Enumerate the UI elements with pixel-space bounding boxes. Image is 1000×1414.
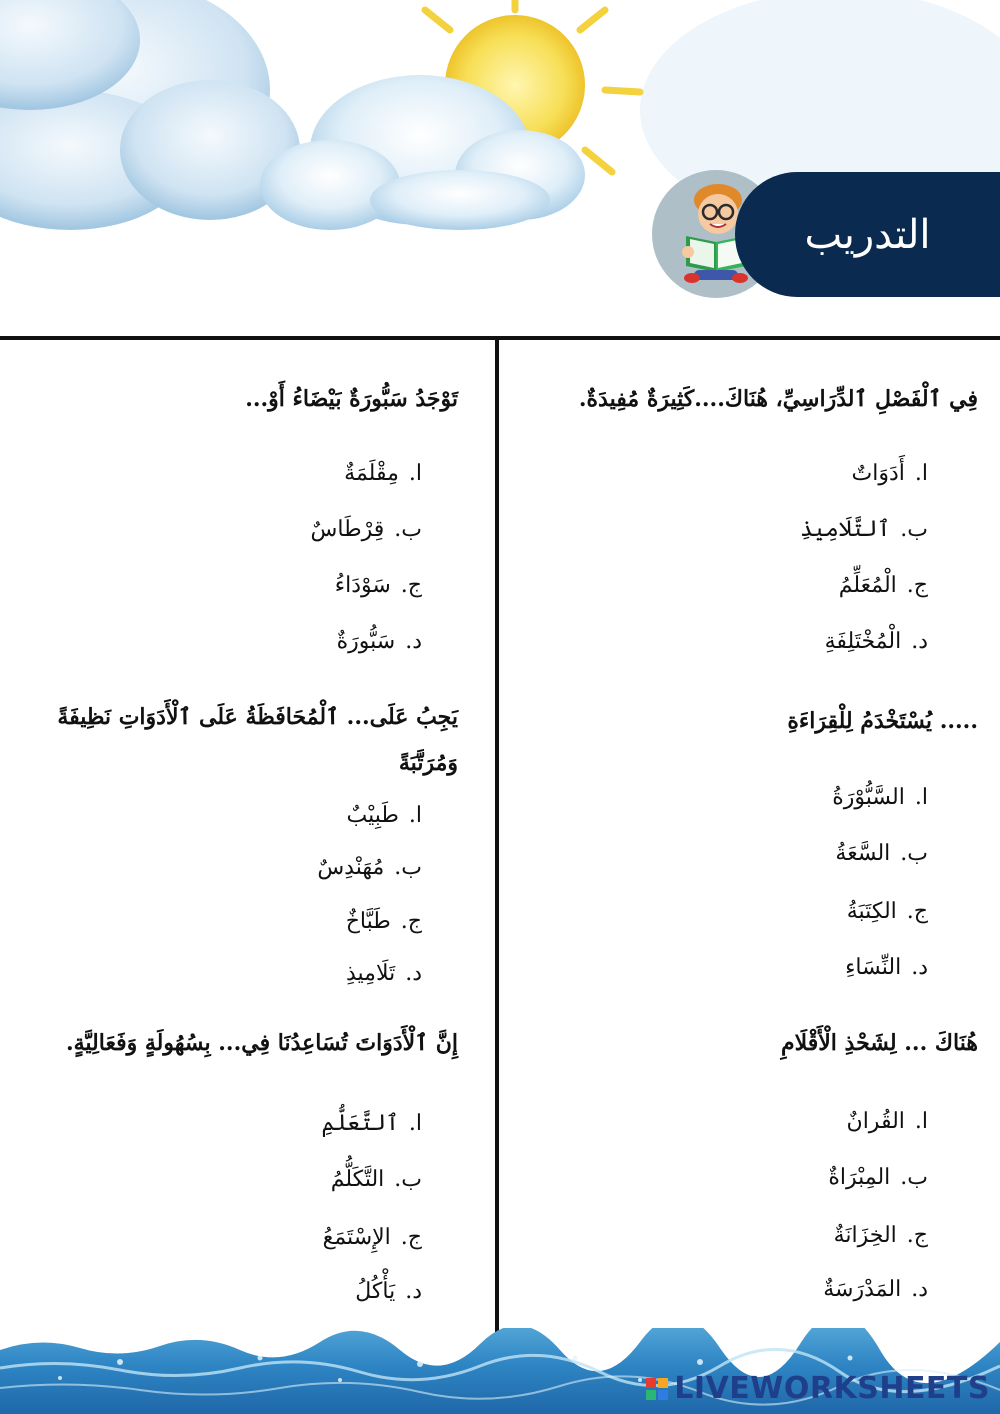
title-banner bbox=[735, 172, 1000, 297]
question-1: فِي ٱلْفَصْلِ ٱلدِّرَاسِيِّ، هُنَاكَ....كَثِيرَةٌ مُفِيدَةٌ. bbox=[578, 386, 978, 412]
q2-option-b[interactable]: ب.قِرْطَاسٌ bbox=[310, 517, 422, 542]
q4-option-b[interactable]: ب.مُهَنْدِسٌ bbox=[317, 855, 422, 880]
q5-option-b[interactable]: ب.المِبْرَاةٌ bbox=[828, 1165, 928, 1190]
q6-option-c[interactable]: ج.الإِسْتَمَعُ bbox=[322, 1225, 422, 1250]
question-5: هُنَاكَ ... لِشَحْذِ الْأَقْلَامِ bbox=[780, 1030, 978, 1056]
q5-option-c[interactable]: ج.الخِزَانَةٌ bbox=[833, 1223, 928, 1248]
top-divider bbox=[0, 336, 1000, 340]
q3-option-a[interactable]: ا.السَّبُّوْرَةُ bbox=[832, 785, 928, 810]
q2-option-a[interactable]: ا.مِقْلَمَةٌ bbox=[344, 461, 422, 486]
q1-option-a[interactable]: ا.أَدَوَاتٌ bbox=[851, 461, 928, 486]
q3-option-d[interactable]: د.النِّسَاءِ bbox=[845, 955, 928, 980]
logo-tiles-icon bbox=[646, 1378, 668, 1400]
brand-name: LIVEWORKSHEETS bbox=[674, 1371, 990, 1406]
liveworksheets-logo[interactable] bbox=[646, 1371, 990, 1406]
q5-option-d[interactable]: د.المَدْرَسَةٌ bbox=[823, 1277, 928, 1302]
q3-option-c[interactable]: ج.الكِتَبَةُ bbox=[846, 899, 928, 924]
q6-option-a[interactable]: ا.ٱلتَّعَلُّمِ bbox=[321, 1111, 422, 1136]
question-6: إِنَّ ٱلْأَدَوَاتَ تُسَاعِدُنَا فِي... بِسُهُولَةٍ وَفَعَالِيَّةٍ. bbox=[65, 1030, 458, 1056]
page-title: التدريب bbox=[804, 211, 931, 258]
q1-option-d[interactable]: د.الْمُخْتَلِفَةِ bbox=[824, 629, 928, 654]
q4-option-a[interactable]: ا.طَبِيْبٌ bbox=[346, 803, 422, 828]
question-2: تَوْجَدُ سَبُّورَةٌ بَيْضَاءُ أَوْ... bbox=[245, 386, 458, 412]
q1-option-c[interactable]: ج.الْمُعَلِّمُ bbox=[838, 573, 928, 598]
q4-option-c[interactable]: ج.طَبَّاخٌ bbox=[345, 909, 422, 934]
q6-option-d[interactable]: د.يَأْكُلُ bbox=[355, 1279, 422, 1304]
question-3: ..... يُسْتَخْدَمُ لِلْقِرَاءَةِ bbox=[787, 708, 978, 734]
q3-option-b[interactable]: ب.السَّعَةُ bbox=[835, 841, 928, 866]
q2-option-c[interactable]: ج.سَوْدَاءُ bbox=[334, 573, 422, 598]
q6-option-b[interactable]: ب.التَّكَلُّمُ bbox=[330, 1167, 422, 1192]
q1-option-b[interactable]: ب.ٱلتَّلَامِيذِ bbox=[800, 517, 928, 542]
column-divider bbox=[495, 340, 499, 1340]
question-4: يَجِبُ عَلَى... ٱلْمُحَافَظَةُ عَلَى ٱلْأَدَوَاتِ نَظِيفَةً وَمُرَتَّبَةً bbox=[57, 704, 458, 776]
q5-option-a[interactable]: ا.القُرانٌ bbox=[846, 1109, 928, 1134]
left-column bbox=[10, 360, 472, 1320]
right-column bbox=[510, 360, 978, 1320]
q2-option-d[interactable]: د.سَبُّورَةٌ bbox=[336, 629, 422, 654]
q4-option-d[interactable]: د.تَلَامِيذِ bbox=[345, 961, 422, 986]
